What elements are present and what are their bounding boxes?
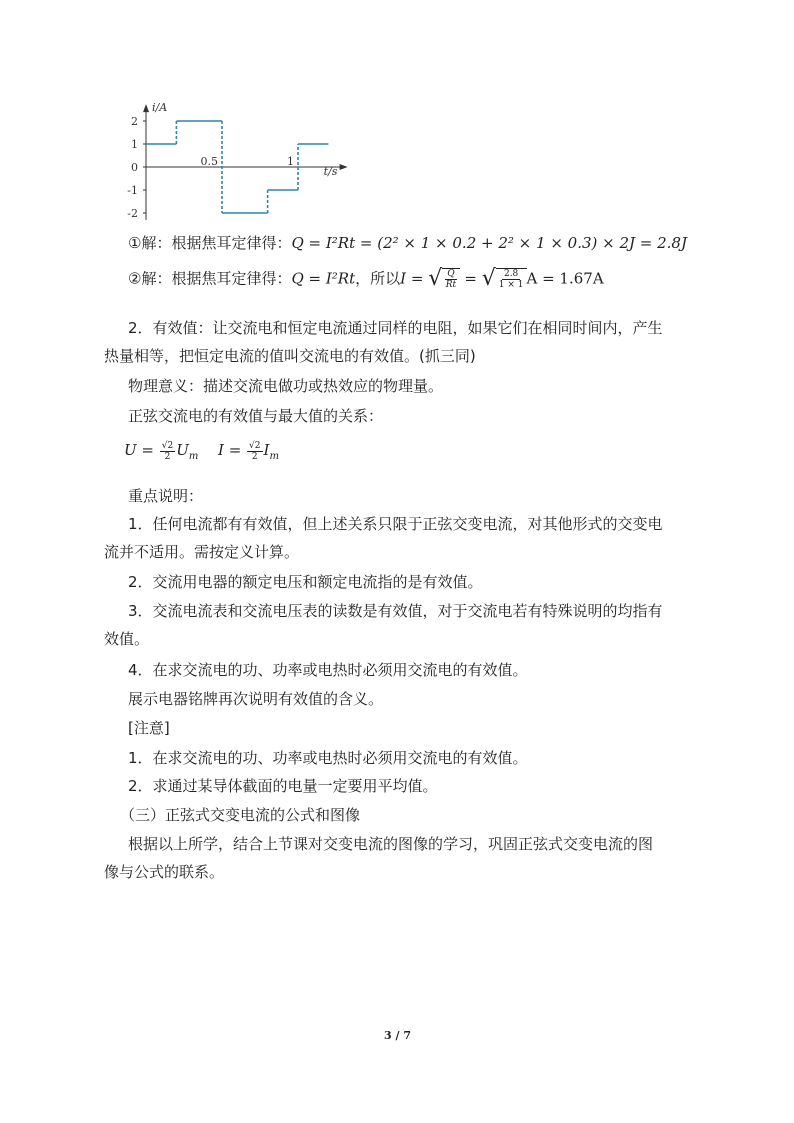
y-axis-arrow <box>143 104 149 112</box>
x-axis-label: t/s <box>323 165 338 178</box>
y-tick-label: -1 <box>127 184 138 197</box>
key-point-1-line-2: 流并不适用。需按定义计算。 <box>104 543 300 561</box>
formula-i-lhs: I = <box>218 441 242 459</box>
solution-2-prefix: ②解：根据焦耳定律得： <box>128 269 292 288</box>
solution-1-prefix: ①解：根据焦耳定律得： <box>128 234 292 252</box>
solution-1 <box>128 233 687 253</box>
frac-1x1: 1 × 1 <box>498 280 524 290</box>
formula-i-var: I <box>263 441 270 459</box>
x-tick-label: 0.5 <box>200 155 218 168</box>
closing-line-1: 根据以上所学，结合上节课对交变电流的图像的学习，巩固正弦式交变电流的图 <box>128 835 654 853</box>
closing-line-2: 像与公式的联系。 <box>104 863 225 881</box>
formula-u-num: √2 <box>161 440 174 451</box>
formula-u-var: U <box>176 441 189 459</box>
frac-q: Q <box>447 269 455 279</box>
relation-title: 正弦交流电的有效值与最大值的关系： <box>128 407 384 425</box>
solution-2 <box>128 268 604 290</box>
formula-i-sub: m <box>269 451 279 462</box>
frac-2-8: 2.8 <box>503 269 519 279</box>
y-tick-label: -2 <box>127 207 138 220</box>
key-points-title: 重点说明： <box>128 487 204 505</box>
formula-u <box>124 440 198 467</box>
y-tick-label: 2 <box>131 115 138 128</box>
sqrt-q-rt: √ $\frac{Q}{Rt}$ <box>428 268 459 290</box>
key-point-3-line-1: 3．交流电流表和交流电压表的读数是有效值，对于交流电若有特殊说明的均指有 <box>128 602 663 620</box>
page-number: 3 / 7 <box>384 1029 411 1042</box>
solution-2-eq: = <box>464 269 477 288</box>
x-axis-arrow <box>340 164 348 170</box>
key-point-2: 2．交流用电器的额定电压和额定电流指的是有效值。 <box>128 573 483 591</box>
formula-i-num: √2 <box>249 440 261 451</box>
key-point-1-line-1: 1．任何电流都有有效值，但上述关系只限于正弦交变电流，对其他形式的交变电 <box>128 515 663 533</box>
y-tick-label: 0 <box>131 161 138 174</box>
effective-value-line-2: 热量相等，把恒定电流的值叫交流电的有效值。(抓三同) <box>104 347 476 365</box>
formula-u-lhs: U = <box>124 441 154 459</box>
solution-2-formula: Q = I²Rt <box>291 269 356 288</box>
y-tick-label: 1 <box>131 138 138 151</box>
nameplate-note: 展示电器铭牌再次说明有效值的含义。 <box>128 690 384 708</box>
effective-value-line-1: 2．有效值：让交流电和恒定电流通过同样的电阻，如果它们在相同时间内，产生 <box>128 319 663 337</box>
solution-1-formula: Q = I²Rt = (2² × 1 × 0.2 + 2² × 1 × 0.3) × 2J = 2.8J <box>291 234 687 252</box>
note-2: 2．求通过某导体截面的电量一定要用平均值。 <box>128 777 438 795</box>
physical-meaning: 物理意义：描述交流电做功或热效应的物理量。 <box>128 377 444 395</box>
formula-i-den: 2 <box>251 451 258 462</box>
formula-i <box>218 440 279 467</box>
sqrt-value: √ $\frac{2.8}{1 \times 1}$ <box>482 268 527 290</box>
formula-u-den: 2 <box>164 451 171 462</box>
note-title: [注意] <box>128 719 170 737</box>
section-3-heading: （三）正弦式交变电流的公式和图像 <box>120 806 361 824</box>
solution-2-i-eq: I = <box>400 269 424 288</box>
y-axis-label: i/A <box>152 101 168 115</box>
key-point-3-line-2: 效值。 <box>104 630 150 648</box>
formula-u-sub: m <box>188 451 199 462</box>
key-point-4: 4．在求交流电的功、功率或电热时必须用交流电的有效值。 <box>128 661 528 679</box>
current-time-chart <box>120 95 360 220</box>
frac-rt: Rt <box>445 280 457 290</box>
solution-2-result: A = 1.67A <box>526 269 604 288</box>
solution-2-mid: ，所以 <box>355 269 401 288</box>
note-1: 1．在求交流电的功、功率或电热时必须用交流电的有效值。 <box>128 749 528 767</box>
x-tick-label: 1 <box>287 155 294 168</box>
